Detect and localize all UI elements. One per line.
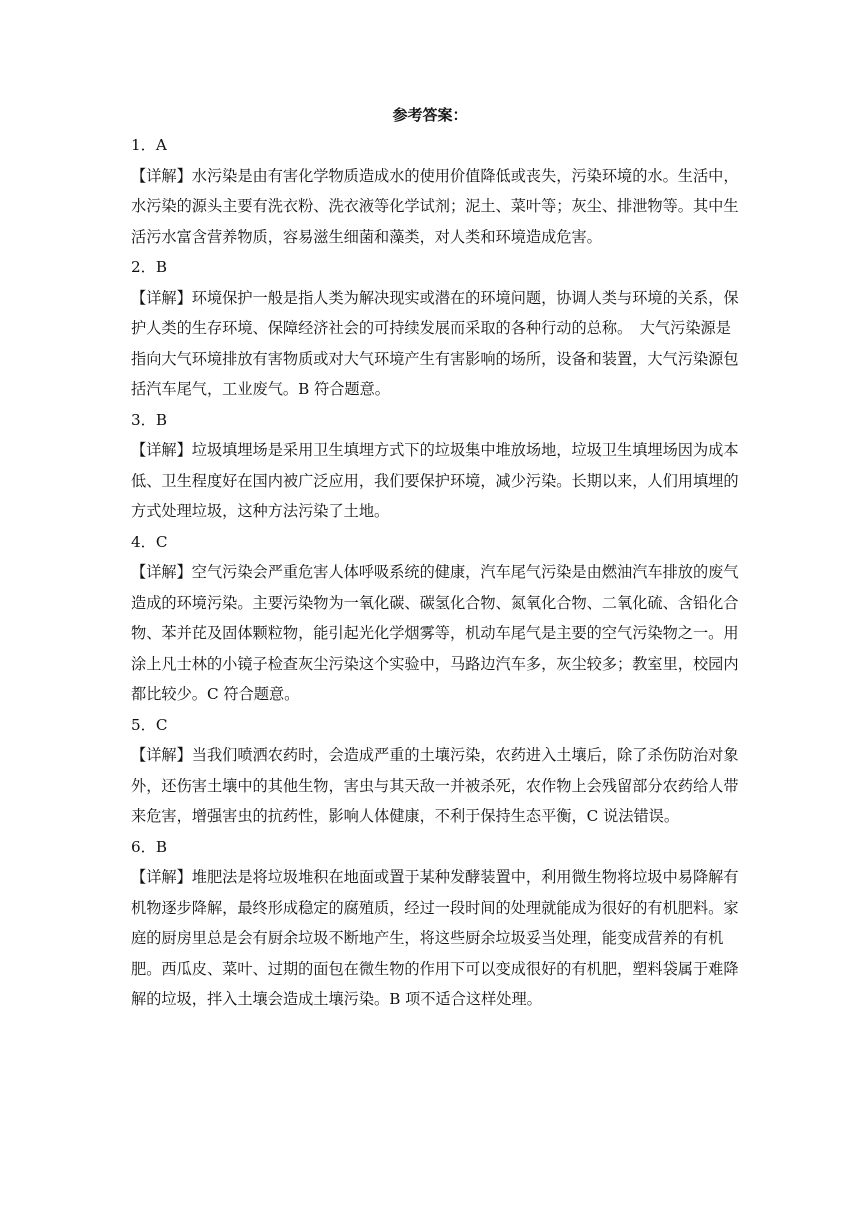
answer-item-2 bbox=[131, 252, 743, 405]
answer-detail bbox=[131, 557, 743, 710]
detail-text: 当我们喷洒农药时，会造成严重的土壤污染，农药进入土壤后，除了杀伤防治对象外，还伤害土壤中的其他生物，害虫与其天敌一并被杀死，农作物上会残留部分农药给人带来危害，增强害虫的抗药性，影响人体健康，不利于保持生态平衡，C 说法错误。 bbox=[131, 746, 739, 825]
detail-tag: 【详解】 bbox=[131, 166, 192, 185]
answer-number: 4．C bbox=[131, 532, 168, 551]
detail-text: 空气污染会严重危害人体呼吸系统的健康，汽车尾气污染是由燃油汽车排放的废气造成的环境污染。主要污染物为一氧化碳、碳氢化合物、氮氧化合物、二氧化硫、含铅化合物、苯并芘及固体颗粒物，能引起光化学烟雾等，机动车尾气是主要的空气污染物之一。用涂上凡士林的小镜子检查灰尘污染这个实验中，马路边汽车多，灰尘较多；教室里，校园内都比较少。C 符合题意。 bbox=[131, 563, 739, 703]
detail-tag: 【详解】 bbox=[131, 441, 192, 459]
detail-tag: 【详解】 bbox=[131, 563, 192, 581]
answer-item-4 bbox=[131, 527, 743, 710]
page-title: 参考答案： bbox=[392, 106, 468, 124]
answer-detail bbox=[131, 862, 743, 1015]
answer-number: 3．B bbox=[131, 410, 168, 429]
detail-tag: 【详解】 bbox=[131, 746, 192, 764]
answer-item-1 bbox=[131, 130, 743, 252]
answer-number: 6．B bbox=[131, 837, 168, 856]
answer-number: 5．C bbox=[131, 715, 168, 734]
answer-detail bbox=[131, 435, 743, 527]
detail-text: 环境保护一般是指人类为解决现实或潜在的环境问题，协调人类与环境的关系，保护人类的生存环境、保障经济社会的可持续发展而采取的各种行动的总称。 大气污染源是指向大气环境排放有害物质或对大气环境产生有害影响的场所，设备和装置，大气污染源包括汽车尾气，工业废气。B 符合题意。 bbox=[131, 288, 739, 398]
answer-number: 1．A bbox=[131, 136, 167, 154]
answer-detail bbox=[131, 161, 743, 253]
detail-tag: 【详解】 bbox=[131, 288, 192, 307]
answer-number: 2．B bbox=[131, 258, 168, 276]
detail-text: 堆肥法是将垃圾堆积在地面或置于某种发酵装置中，利用微生物将垃圾中易降解有机物逐步降解，最终形成稳定的腐殖质，经过一段时间的处理就能成为很好的有机肥料。家庭的厨房里总是会有厨余垃圾不断地产生，将这些厨余垃圾妥当处理，能变成营养的有机肥。西瓜皮、菜叶、过期的面包在微生物的作用下可以变成很好的有机肥，塑料袋属于难降解的垃圾，拌入土壤会造成土壤污染。B 项不适合这样处理。 bbox=[131, 868, 739, 1008]
detail-text: 垃圾填埋场是采用卫生填埋方式下的垃圾集中堆放场地，垃圾卫生填埋场因为成本低、卫生程度好在国内被广泛应用，我们要保护环境，减少污染。长期以来，人们用填埋的方式处理垃圾，这种方法污染了土地。 bbox=[131, 441, 739, 520]
answer-detail bbox=[131, 740, 743, 832]
answer-detail bbox=[131, 283, 743, 405]
answer-item-6 bbox=[131, 832, 743, 1015]
detail-tag: 【详解】 bbox=[131, 868, 192, 886]
answer-item-3 bbox=[131, 405, 743, 527]
detail-text: 水污染是由有害化学物质造成水的使用价值降低或丧失，污染环境的水。生活中，水污染的源头主要有洗衣粉、洗衣液等化学试剂；泥土、菜叶等；灰尘、排泄物等。其中生活污水富含营养物质，容易滋生细菌和藻类，对人类和环境造成危害。 bbox=[131, 166, 739, 246]
answer-list bbox=[131, 130, 743, 1015]
answer-item-5 bbox=[131, 710, 743, 832]
